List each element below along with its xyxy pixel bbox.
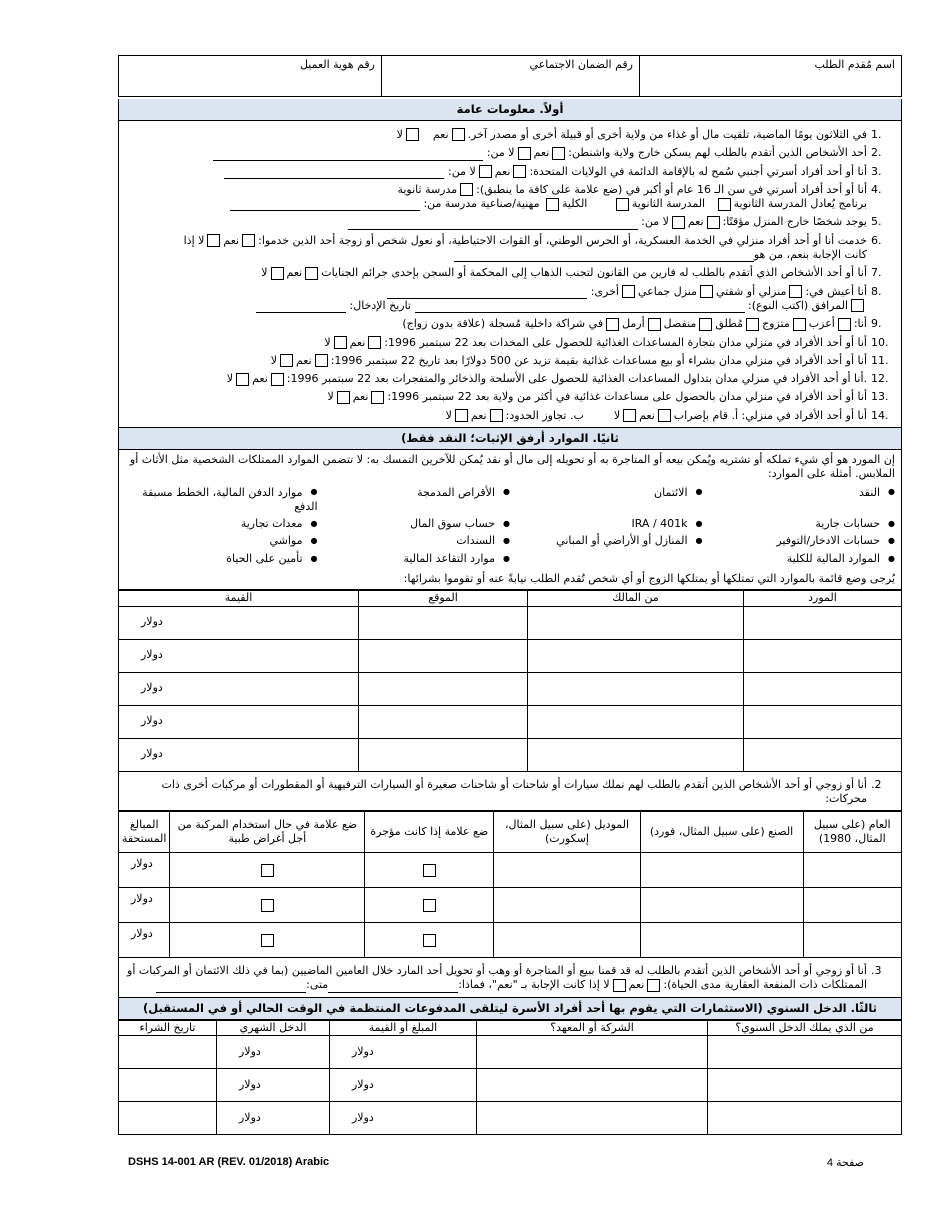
col-value: القيمة (119, 591, 359, 606)
q11-no-checkbox[interactable] (280, 354, 293, 367)
q2-yes-checkbox[interactable] (552, 147, 565, 160)
q10-yes-checkbox[interactable] (368, 336, 381, 349)
q6-no-checkbox[interactable] (207, 234, 220, 247)
resources-definition: إن المورد هو أي شيء تملكه أو تشتريه ويُمكن بيعه أو المتاجرة به أو تحويله إلى مال أو نقد يُمكن للآخرين التمسك به: لا تتضمن الموارد الممتلكات الشخصية مثل الأثاث أو الملابس. أمثلة على الموارد: (129, 452, 895, 481)
example-item: ● المنازل أو الأراضي أو المباني (510, 534, 703, 548)
table-row: دولار (119, 853, 902, 888)
table-row: دولار (119, 923, 902, 958)
q4-highschool-checkbox[interactable] (460, 183, 473, 196)
q8-home-checkbox[interactable] (789, 285, 802, 298)
example-item: ● الموارد المالية للكلية (703, 552, 896, 566)
example-item: ● تأمين على الحياة (125, 552, 318, 566)
q2-from-input[interactable] (213, 149, 483, 161)
q7-no-checkbox[interactable] (271, 267, 284, 280)
client-id-label: رقم هوية العميل (299, 58, 375, 71)
question-7: .7 أنا أو أحد الأشخاص الذي أتقدم بالطلب له فارين من القانون لتجنب الذهاب إلى المحكمة أو السجن بإحدى جرائم الجناياتنعملا (261, 266, 882, 280)
table-row: دولار دولار (119, 1102, 902, 1135)
q3-transfer-yes-checkbox[interactable] (647, 979, 660, 992)
col-leased: ضع علامة إذا كانت مؤجرة (365, 812, 494, 853)
q9-partner-checkbox[interactable] (606, 318, 619, 331)
question-12: .12 .أنا أو أحد الأفراد في منزلي مدان بتداول المساعدات الغذائية للحصول على الأسلحة والذخائر والمتفجرات بعد 22 سبتمبر 1996:نعملا (226, 372, 889, 386)
col-medical: ضع علامة في حال استخدام المركبة من أجل أغراض طبية (170, 812, 365, 853)
col-monthly: الدخل الشهري (217, 1020, 330, 1035)
question-9: .9 أنا:أعزبمتزوجمُطلقمنفصلأرملفي شراكة داخلية مُسجلة (علاقة بدون زواج) (402, 317, 882, 331)
applicant-name-field[interactable] (639, 56, 901, 96)
question-1: .1 في الثلاثون يومًا الماضية، تلقيت مال أو غذاء من ولاية أخرى أو قبيلة أخرى أو مصدر آخر.نعملا (396, 127, 882, 141)
q9-widowed-checkbox[interactable] (648, 318, 661, 331)
q11-yes-checkbox[interactable] (315, 354, 328, 367)
q5-yes-checkbox[interactable] (707, 216, 720, 229)
q14b-no-checkbox[interactable] (455, 409, 468, 422)
q4-secondary-checkbox[interactable] (616, 198, 629, 211)
question-2: .2 أحد الأشخاص الذين أتقدم بالطلب لهم يسكن خارج ولاية واشنطن:نعملا من: (123, 146, 897, 160)
question-14: .14 أنا أو أحد الأفراد في منزلي: أ. قام بإضرابنعملاب. تجاوز الحدود:نعملا (445, 408, 889, 422)
q8-facility-checkbox[interactable] (851, 299, 864, 312)
q8-facility-input[interactable] (415, 301, 745, 313)
q7-yes-checkbox[interactable] (305, 267, 318, 280)
q8-other-checkbox[interactable] (622, 285, 635, 298)
q8-other-input[interactable] (387, 287, 587, 299)
q14a-yes-checkbox[interactable] (658, 409, 671, 422)
q1-yes-checkbox[interactable] (452, 128, 465, 141)
col-year: العام (على سبيل المثال، 1980) (803, 812, 901, 853)
col-location: الموقع (359, 591, 528, 606)
leased-checkbox[interactable] (423, 899, 436, 912)
table-row: دولار (119, 738, 902, 771)
annuity-table (118, 1020, 902, 1135)
q14a-no-checkbox[interactable] (623, 409, 636, 422)
question-11: .11 أنا أو أحد الأفراد في منزلي مدان بشراء أو بيع مساعدات غذائية بقيمة تزيد عن 500 دولارًا بعد تاريخ 22 سبتمبر 1996:نعملا (270, 353, 889, 367)
q1-no-checkbox[interactable] (406, 128, 419, 141)
form-id: DSHS 14-001 AR (REV. 01/2018) Arabic (128, 1156, 330, 1168)
question-13: .13 أنا أو أحد الأفراد في منزلي مدان بالحصول على مساعدات غذائية في أكثر من ولاية بعد 22 سبتمبر 1996:نعملا (327, 390, 889, 404)
q5-from-input[interactable] (348, 218, 638, 230)
client-id-field[interactable] (119, 56, 381, 96)
q12-no-checkbox[interactable] (236, 373, 249, 386)
q9-single-checkbox[interactable] (838, 318, 851, 331)
vehicles-table (118, 811, 902, 958)
q3-transfer-no-checkbox[interactable] (613, 979, 626, 992)
table-row: دولار (119, 639, 902, 672)
q13-no-checkbox[interactable] (337, 391, 350, 404)
table-row: دولار دولار (119, 1069, 902, 1102)
resources-table (118, 590, 902, 771)
medical-checkbox[interactable] (261, 864, 274, 877)
q3-when-input[interactable] (156, 981, 306, 993)
q8-date-input[interactable] (256, 301, 346, 313)
col-amount: المبلغ أو القيمة (330, 1020, 477, 1035)
q5-no-checkbox[interactable] (672, 216, 685, 229)
question-6: .6 خدمت أنا أو أحد أفراد منزلي في الخدمة العسكرية، أو الحرس الوطني، أو القوات الاحتياطية، أو نعول شخص أو زوجة أحد الذين خدموا:نعملا إذا كانت الإجابة بنعم، من هو (183, 233, 882, 262)
q3-what-input[interactable] (328, 981, 458, 993)
example-item: ● حسابات جارية (703, 517, 896, 531)
q9-divorced-checkbox[interactable] (746, 318, 759, 331)
q6-yes-checkbox[interactable] (242, 234, 255, 247)
q3-no-checkbox[interactable] (479, 165, 492, 178)
resource-examples (125, 486, 895, 566)
example-item: ● معدات تجارية (125, 517, 318, 531)
col-company: الشركة أو المعهد؟ (477, 1020, 708, 1035)
ssn-field[interactable] (381, 56, 639, 96)
leased-checkbox[interactable] (423, 934, 436, 947)
col-make: الصنع (على سبيل المثال، فورد) (640, 812, 803, 853)
example-item: ● مواشي (125, 534, 318, 548)
ssn-label: رقم الضمان الاجتماعي (529, 58, 633, 71)
table-row: دولار (119, 606, 902, 639)
applicant-header (118, 55, 902, 97)
q13-yes-checkbox[interactable] (371, 391, 384, 404)
vehicles-question: 2. أنا أو زوجي أو أحد الأشخاص الذين أتقدم بالطلب لهم نملك سيارات أو شاحنات أو شاحنات صغيرة أو السيارات الترفيهية أو المقطورات أو مركبات أخرى ذات محركات: (118, 772, 902, 812)
q8-group-checkbox[interactable] (700, 285, 713, 298)
q4-vocational-input[interactable] (230, 199, 420, 211)
question-5: .5 يوجد شخصًا خارج المنزل مؤقتًا:نعملا من: (123, 215, 897, 229)
resources-intro (118, 450, 902, 590)
q9-separated-checkbox[interactable] (699, 318, 712, 331)
q3-yes-checkbox[interactable] (513, 165, 526, 178)
example-item: ● حسابات الادخار/التوفير (703, 534, 896, 548)
leased-checkbox[interactable] (423, 864, 436, 877)
q4-college-checkbox[interactable] (546, 198, 559, 211)
q12-yes-checkbox[interactable] (271, 373, 284, 386)
page-number: صفحة 4 (826, 1157, 864, 1169)
q9-married-checkbox[interactable] (793, 318, 806, 331)
example-item: ● الائتمان (510, 486, 703, 515)
example-item: ● موارد الدفن المالية، الخطط مسبقة الدفع (125, 486, 318, 515)
col-resource: المورد (744, 591, 902, 606)
applicant-name-label: اسم مُقدم الطلب (814, 58, 895, 71)
medical-checkbox[interactable] (261, 934, 274, 947)
question-8: .8 أنا أعيش في:منزلي أو شقتيمنزل جماعيأخرى: المرافق (اكتب النوع): تاريخ الإدخال: (123, 285, 897, 314)
col-purchase-date: تاريخ الشراء (119, 1020, 217, 1035)
table-row: دولار (119, 705, 902, 738)
q4-equiv-checkbox[interactable] (718, 198, 731, 211)
table-row: دولار (119, 888, 902, 923)
medical-checkbox[interactable] (261, 899, 274, 912)
section-3-title: ثالثًا. الدخل السنوي (الاستثمارات التي يقوم بها أحد أفراد الأسرة ليتلقى المدفوعات المنتظمة في الوقت الحالي أو في المستقبل) (118, 998, 902, 1020)
form-page (118, 55, 902, 1135)
transfer-question: 3. أنا أو زوجي أو أحد الأشخاص الذين أتقدم بالطلب له قد قمنا ببيع أو المتاجرة أو وهب أو تحويل أحد المارد خلال العامين الماضيين (بما في ذلك الائتمان أو المركبات أو الممتلكات ذات المنفعة العقارية مدى الحياة):نعملا إذا كانت الإجابة بـ "نعم"، فماذا:متى: (118, 958, 902, 998)
section-1-title: أولاً. معلومات عامة (118, 99, 902, 121)
example-item: ● الأقراص المدمجة (318, 486, 511, 515)
col-model: الموديل (على سبيل المثال، إسكورت) (494, 812, 640, 853)
question-3: .3 أنا أو أحد أفراد أسرتي أجنبي سُمح له بالإقامة الدائمة في الولايات المتحدة:نعملا من: (123, 165, 897, 179)
question-4: .4 أنا أو أحد أفراد أسرتي في سن الـ 16 عام أو أكبر في (ضع علامة على كافة ما ينطبق):مدرسة ثانوية برنامج يُعادل المدرسة الثانوية المدرسة الثانوية الكلية مهنية/صناعية مدرسة من: (123, 183, 897, 212)
example-item: ● موارد التقاعد المالية (318, 552, 511, 566)
example-item: ● حساب سوق المال (318, 517, 511, 531)
example-item: ● النقد (703, 486, 896, 515)
q6-who-input[interactable] (454, 250, 754, 262)
col-owner: من الذي يملك الدخل السنوي؟ (708, 1020, 902, 1035)
resources-list-prompt: يُرجى وضع قائمة بالموارد التي تمتلكها أو يمتلكها الزوج أو أي شخص تُقدم الطلب نيابةً عنه أو تقوموا بشرائها: (403, 572, 895, 585)
q3-from-input[interactable] (224, 167, 444, 179)
table-row: دولار (119, 672, 902, 705)
q14b-yes-checkbox[interactable] (490, 409, 503, 422)
example-item: ● السندات (318, 534, 511, 548)
q10-no-checkbox[interactable] (334, 336, 347, 349)
section-2-title: ثانيًا. الموارد أرفق الإثبات؛ النقد فقط) (118, 428, 902, 450)
section-1-questions (118, 121, 902, 428)
question-10: .10 أنا أو أحد الأفراد في منزلي مدان بتجارة المساعدات الغذائية للحصول على المخدات بعد 22 سبتمبر 1996:نعملا (324, 335, 889, 349)
col-owner: من المالك (528, 591, 744, 606)
table-row: دولار دولار (119, 1036, 902, 1069)
example-item: ● IRA / 401k (510, 517, 703, 531)
col-amount-owed: المبالغ المستحقة (119, 812, 170, 853)
q2-no-checkbox[interactable] (518, 147, 531, 160)
